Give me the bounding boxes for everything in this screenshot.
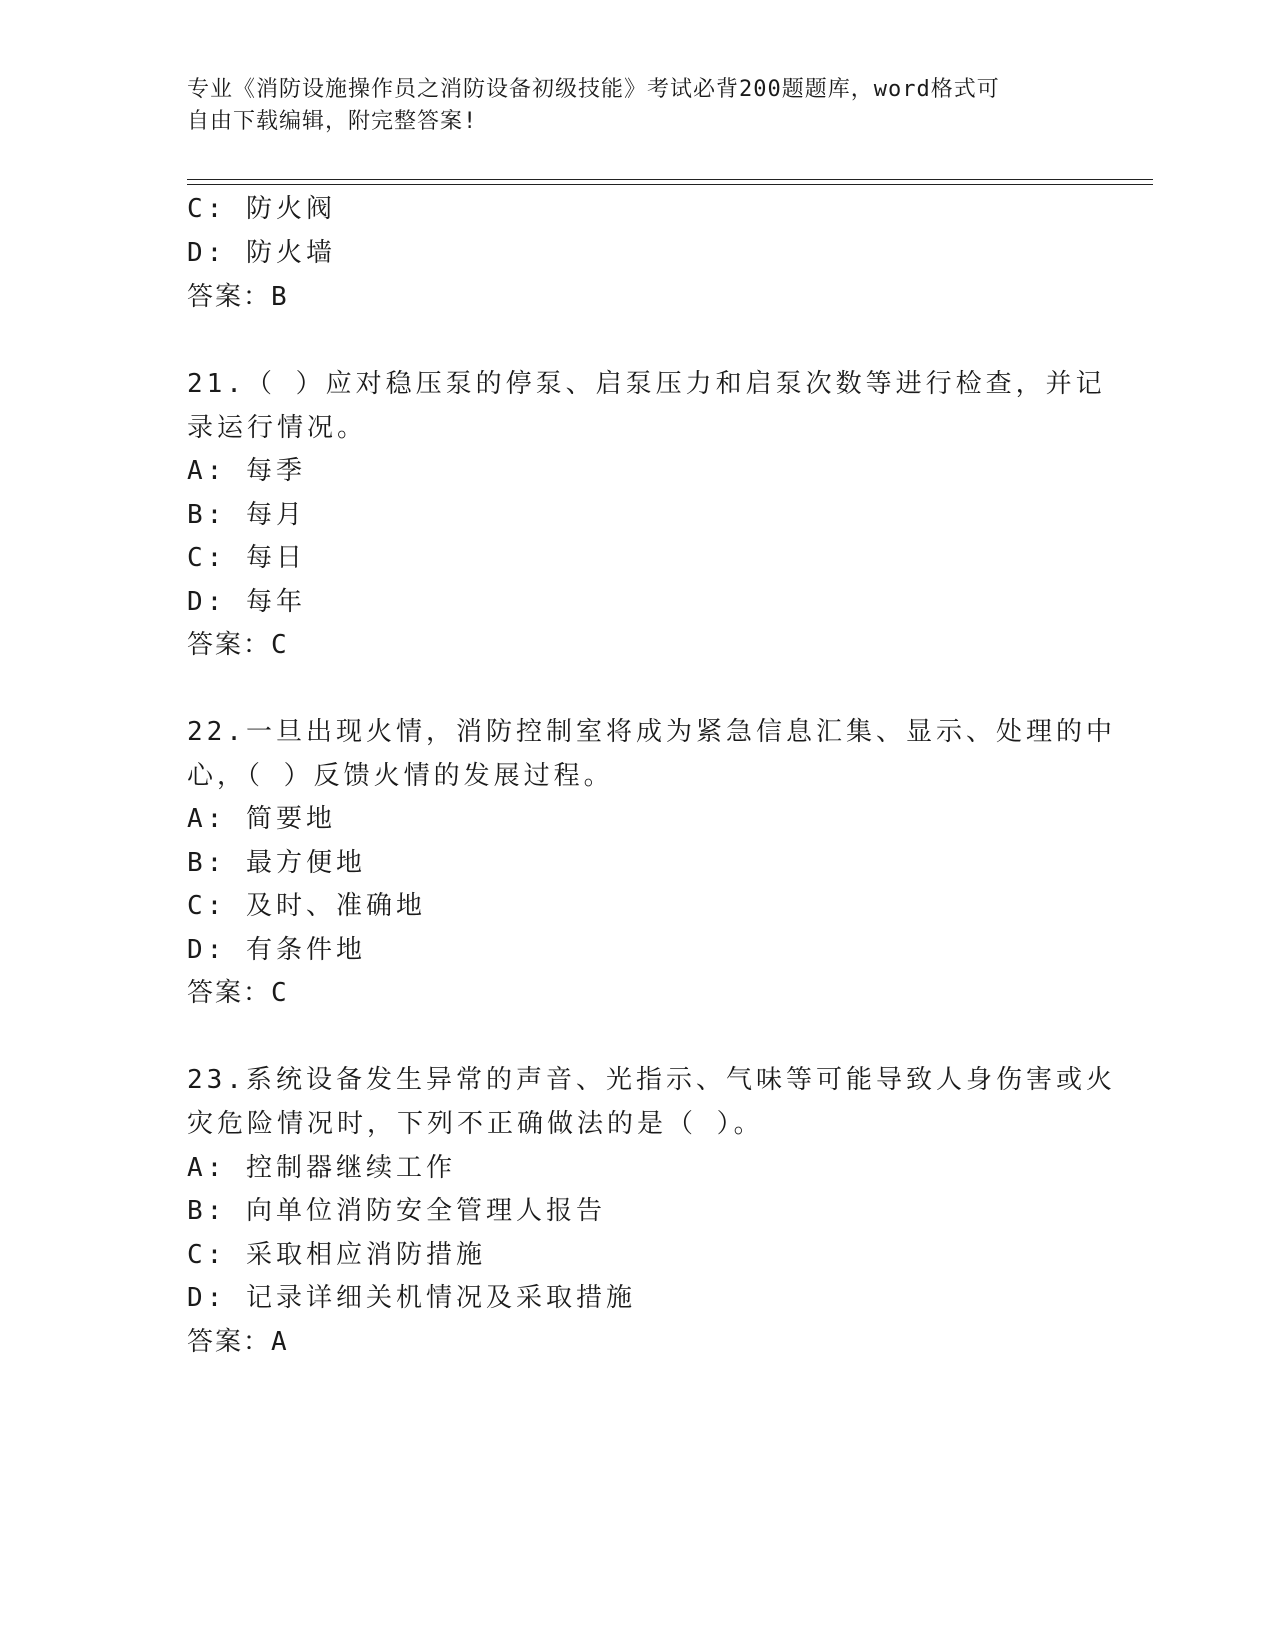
question-23-option-c: C: 采取相应消防措施 [187,1240,486,1270]
question-21-text-line-1: 21.（ ）应对稳压泵的停泵、启泵压力和启泵次数等进行检查，并记 [187,369,1106,399]
prev-option-d: D: 防火墙 [187,238,336,268]
question-21-option-a: A: 每季 [187,456,306,486]
question-23-option-d: D: 记录详细关机情况及采取措施 [187,1283,636,1313]
question-21-option-c: C: 每日 [187,543,306,573]
question-23-text-line-1: 23.系统设备发生异常的声音、光指示、气味等可能导致人身伤害或火 [187,1065,1116,1095]
question-21-text-line-2: 录运行情况。 [187,413,368,443]
question-22-text-line-1: 22.一旦出现火情，消防控制室将成为紧急信息汇集、显示、处理的中 [187,717,1116,747]
header-divider-double [187,184,1153,185]
question-23-text-line-2: 灾危险情况时，下列不正确做法的是（ ）。 [187,1109,764,1139]
question-23-option-b: B: 向单位消防安全管理人报告 [187,1196,606,1226]
question-23-answer: 答案：A [187,1327,289,1357]
question-22-option-b: B: 最方便地 [187,848,366,878]
header-line-2: 自由下载编辑，附完整答案! [187,109,478,134]
question-23-option-a: A: 控制器继续工作 [187,1153,456,1183]
header-divider [187,179,1153,180]
prev-answer: 答案：B [187,282,289,312]
question-21-answer: 答案：C [187,630,289,660]
prev-option-c: C: 防火阀 [187,194,336,224]
header-line-1: 专业《消防设施操作员之消防设备初级技能》考试必背200题题库，word格式可 [187,77,1000,102]
question-22-option-d: D: 有条件地 [187,935,366,965]
question-21-option-d: D: 每年 [187,587,306,617]
question-22-text-line-2: 心，（ ）反馈火情的发展过程。 [187,761,614,791]
question-22-option-c: C: 及时、准确地 [187,891,426,921]
document-header [187,74,1067,138]
question-21-option-b: B: 每月 [187,500,306,530]
question-22-option-a: A: 简要地 [187,804,336,834]
question-22-answer: 答案：C [187,978,289,1008]
